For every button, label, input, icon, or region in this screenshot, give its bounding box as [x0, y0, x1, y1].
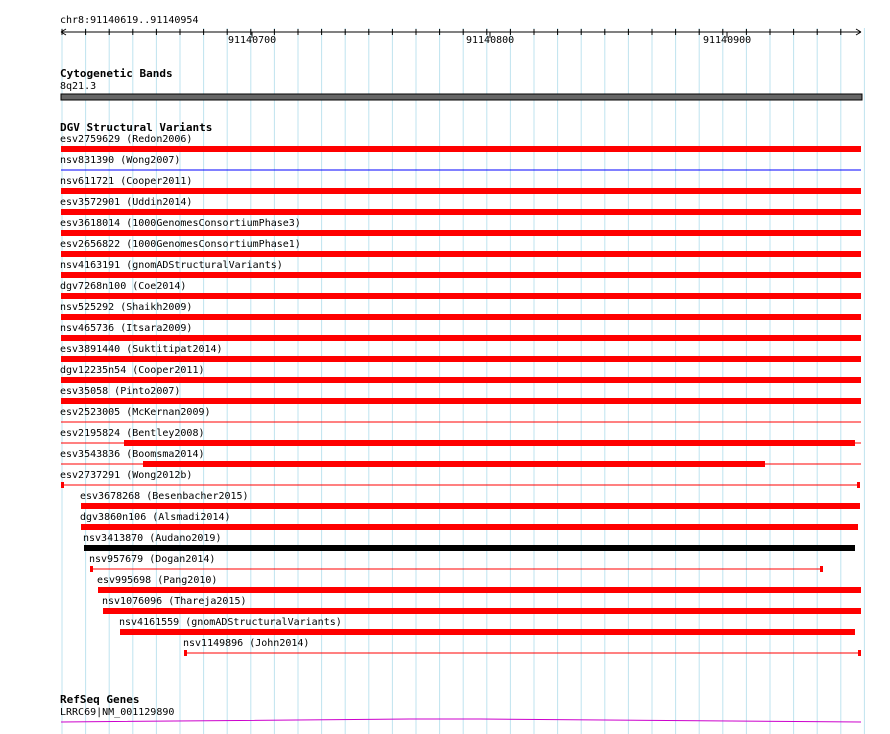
variant-feature[interactable] [184, 650, 861, 656]
variant-feature[interactable] [61, 272, 861, 278]
variant-bar[interactable] [61, 314, 861, 320]
variant-label: esv2195824 (Bentley2008) [60, 428, 205, 439]
ruler-tick-label: 91140700 [228, 35, 277, 46]
variant-feature[interactable] [61, 377, 861, 383]
cytoband-track-title: Cytogenetic Bands [60, 67, 173, 80]
variant-label: esv3891440 (Suktitipat2014) [60, 344, 223, 355]
variant-endpoint[interactable] [184, 650, 187, 656]
variant-bar[interactable] [61, 293, 861, 299]
variant-feature[interactable] [103, 608, 861, 614]
variant-label: esv2656822 (1000GenomesConsortiumPhase1) [60, 239, 301, 250]
variant-label: dgv12235n54 (Cooper2011) [60, 365, 205, 376]
variant-endpoint[interactable] [90, 566, 93, 572]
variant-label: nsv1076096 (Thareja2015) [102, 596, 247, 607]
variant-feature[interactable] [61, 335, 861, 341]
ruler-tick-label: 91140800 [466, 35, 515, 46]
variant-label: nsv465736 (Itsara2009) [60, 323, 193, 334]
variant-feature[interactable] [61, 482, 860, 488]
variant-bar[interactable] [81, 503, 860, 509]
variant-label: esv2737291 (Wong2012b) [60, 470, 193, 481]
variant-feature[interactable] [61, 209, 861, 215]
cytoband-label: 8q21.3 [60, 81, 97, 92]
refseq-gene-label: LRRC69|NM_001129890 [60, 707, 175, 718]
variant-label: esv2759629 (Redon2006) [60, 134, 193, 145]
variant-label: nsv525292 (Shaikh2009) [60, 302, 193, 313]
variant-feature[interactable] [61, 440, 861, 446]
variant-bar[interactable] [61, 209, 861, 215]
dgv-track-title: DGV Structural Variants [60, 121, 213, 134]
variant-label: nsv1149896 (John2014) [183, 638, 310, 649]
variant-endpoint[interactable] [61, 482, 64, 488]
variant-label: esv2523005 (McKernan2009) [60, 407, 211, 418]
position-label: chr8:91140619..91140954 [60, 15, 199, 26]
variant-label: esv3543836 (Boomsma2014) [60, 449, 205, 460]
variant-label: esv3678268 (Besenbacher2015) [80, 491, 249, 502]
variant-endpoint[interactable] [820, 566, 823, 572]
variant-label: esv995698 (Pang2010) [97, 575, 218, 586]
variant-bar[interactable] [120, 629, 855, 635]
ruler-tick-label: 91140900 [703, 35, 752, 46]
variant-label: nsv4163191 (gnomADStructuralVariants) [60, 260, 283, 271]
variant-label: dgv3860n106 (Alsmadi2014) [80, 512, 231, 523]
variant-bar[interactable] [84, 545, 855, 551]
variant-bar[interactable] [61, 272, 861, 278]
variant-feature[interactable] [61, 251, 861, 257]
variant-bar[interactable] [61, 230, 861, 236]
variant-bar[interactable] [61, 398, 861, 404]
variant-feature[interactable] [61, 293, 861, 299]
variant-feature[interactable] [61, 398, 861, 404]
variant-feature[interactable] [90, 566, 823, 572]
variant-label: nsv3413870 (Audano2019) [83, 533, 222, 544]
variant-bar[interactable] [61, 146, 861, 152]
variant-bar[interactable] [61, 188, 861, 194]
variant-feature[interactable] [81, 503, 860, 509]
variant-label: nsv831390 (Wong2007) [60, 155, 181, 166]
variant-bar[interactable] [81, 524, 858, 530]
variant-feature[interactable] [61, 356, 861, 362]
variant-bar[interactable] [103, 608, 861, 614]
variant-label: esv3618014 (1000GenomesConsortiumPhase3) [60, 218, 301, 229]
cytoband-bar[interactable] [61, 94, 862, 100]
variant-feature[interactable] [84, 545, 855, 551]
variant-label: esv3572901 (Uddin2014) [60, 197, 193, 208]
variant-feature[interactable] [61, 230, 861, 236]
variant-feature[interactable] [61, 146, 861, 152]
variant-feature[interactable] [98, 587, 861, 593]
refseq-gene-line[interactable] [61, 719, 861, 722]
refseq-track-title: RefSeq Genes [60, 693, 140, 706]
variant-feature[interactable] [61, 188, 861, 194]
variant-bar[interactable] [124, 440, 855, 446]
variant-endpoint[interactable] [858, 650, 861, 656]
variant-feature[interactable] [61, 461, 861, 467]
variant-bar[interactable] [98, 587, 861, 593]
variant-label: esv35058 (Pinto2007) [60, 386, 181, 397]
variant-endpoint[interactable] [857, 482, 860, 488]
variant-bar[interactable] [143, 461, 765, 467]
variant-feature[interactable] [61, 314, 861, 320]
variant-bar[interactable] [61, 335, 861, 341]
variant-label: nsv611721 (Cooper2011) [60, 176, 193, 187]
variant-label: nsv957679 (Dogan2014) [89, 554, 216, 565]
variant-bar[interactable] [61, 251, 861, 257]
variant-bar[interactable] [61, 377, 861, 383]
variant-label: dgv7268n100 (Coe2014) [60, 281, 187, 292]
variant-feature[interactable] [120, 629, 855, 635]
variant-feature[interactable] [81, 524, 858, 530]
variant-bar[interactable] [61, 356, 861, 362]
variant-label: nsv4161559 (gnomADStructuralVariants) [119, 617, 342, 628]
